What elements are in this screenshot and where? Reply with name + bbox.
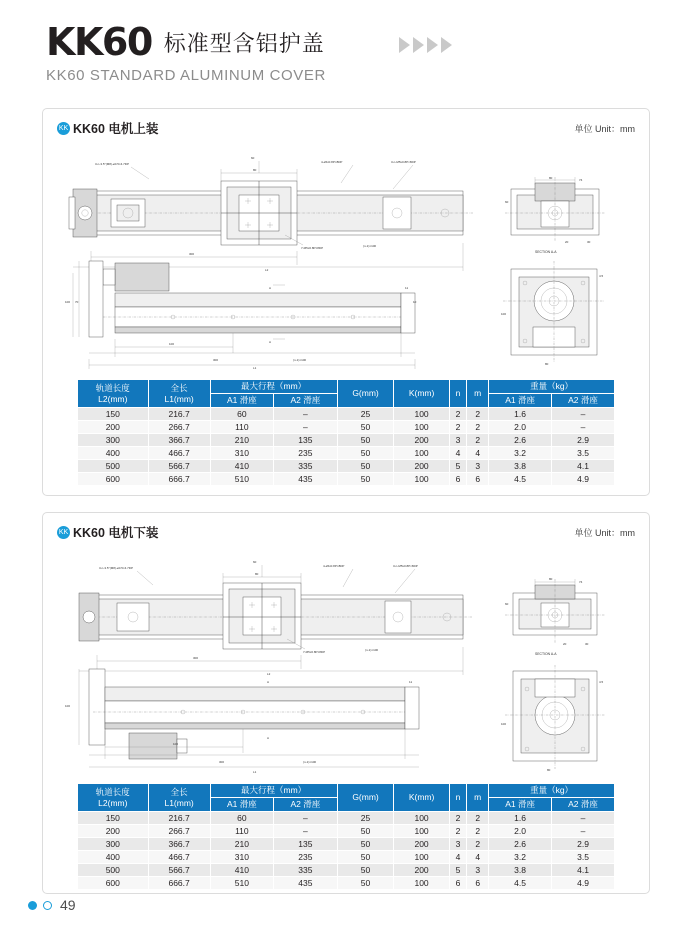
note-top-mid: 4-ø5x0.8P×8DP [321, 160, 343, 164]
cell-g: 50 [337, 877, 394, 890]
cell-l1: 566.7 [148, 460, 210, 473]
cell-k: 100 [394, 473, 449, 486]
svg-text:20: 20 [565, 240, 569, 244]
cell-l1: 366.7 [148, 434, 210, 447]
cell-m: 2 [467, 838, 489, 851]
svg-text:(n-1)×100: (n-1)×100 [303, 760, 317, 764]
unit-label: 单位 Unit：mm [574, 123, 635, 134]
svg-text:L2: L2 [267, 672, 271, 676]
cell-n: 6 [449, 473, 467, 486]
th-stroke-group: 最大行程（mm） [210, 784, 337, 798]
cell-sa2: – [274, 421, 338, 434]
cell-sa2: 135 [274, 838, 338, 851]
cell-k: 100 [394, 825, 449, 838]
cell-l2: 150 [78, 408, 149, 421]
dot-hollow-icon [43, 901, 52, 910]
svg-text:74: 74 [579, 178, 583, 182]
th-rail-length-l1: 轨道长度 [95, 382, 130, 393]
th-k: K(mm) [394, 380, 449, 408]
cell-n: 3 [449, 434, 467, 447]
svg-text:(n-1)×100: (n-1)×100 [365, 648, 379, 652]
svg-text:74: 74 [579, 580, 583, 584]
triangle-right-icon [399, 37, 410, 53]
cell-n: 5 [449, 460, 467, 473]
table-row [78, 421, 615, 434]
svg-text:100: 100 [501, 312, 507, 316]
cell-sa1: 110 [210, 825, 273, 838]
cell-l1: 466.7 [148, 851, 210, 864]
cell-sa2: 235 [274, 851, 338, 864]
svg-text:80: 80 [253, 168, 257, 172]
svg-text:SECTION A-A: SECTION A-A [535, 652, 557, 656]
cell-k: 100 [394, 408, 449, 421]
page-number: 49 [60, 897, 76, 913]
cell-g: 50 [337, 825, 394, 838]
th-g: G(mm) [337, 380, 394, 408]
svg-text:L2: L2 [265, 268, 269, 272]
table-row [78, 473, 615, 486]
arrow-group [399, 37, 452, 60]
english-title: KK60 STANDARD ALUMINUM COVER [46, 67, 326, 85]
th-total-length-l2: L1(mm) [164, 393, 194, 404]
svg-text:3-n-3.5°(M8)-ø0.5×4.7DP: 3-n-3.5°(M8)-ø0.5×4.7DP [99, 566, 133, 570]
svg-text:(n-1)×100: (n-1)×100 [293, 358, 307, 362]
th-rail-length [78, 784, 149, 812]
th-m: m [467, 380, 489, 408]
cell-sa1: 510 [210, 473, 273, 486]
cell-wa1: 3.2 [489, 851, 552, 864]
svg-text:300: 300 [193, 656, 199, 660]
cell-wa2: 4.9 [552, 473, 615, 486]
cell-wa2: 3.5 [552, 447, 615, 460]
cell-n: 5 [449, 864, 467, 877]
cell-g: 50 [337, 864, 394, 877]
svg-text:4-ø5x0.8P×8DP: 4-ø5x0.8P×8DP [323, 564, 345, 568]
cell-sa1: 510 [210, 877, 273, 890]
cell-m: 6 [467, 877, 489, 890]
cell-wa1: 1.6 [489, 812, 552, 825]
cell-m: 2 [467, 812, 489, 825]
svg-text:300: 300 [189, 252, 195, 256]
th-n: n [449, 380, 467, 408]
cell-n: 6 [449, 877, 467, 890]
cell-sa1: 410 [210, 460, 273, 473]
svg-text:SECTION A-A: SECTION A-A [535, 250, 557, 254]
th-g: G(mm) [337, 784, 394, 812]
cell-m: 3 [467, 864, 489, 877]
panel-motor-top-mount [42, 108, 650, 496]
th-weight-a2: A2 滑座 [552, 394, 615, 408]
svg-text:100: 100 [65, 300, 71, 304]
cell-sa2: 335 [274, 460, 338, 473]
triangle-right-icon [427, 37, 438, 53]
cell-m: 2 [467, 434, 489, 447]
th-total-length [148, 380, 210, 408]
th-stroke-group: 最大行程（mm） [210, 380, 337, 394]
table-row [78, 825, 615, 838]
triangle-right-icon [413, 37, 424, 53]
cell-wa1: 3.2 [489, 447, 552, 460]
svg-text:100: 100 [65, 704, 71, 708]
cell-l1: 216.7 [148, 408, 210, 421]
svg-text:80: 80 [255, 572, 259, 576]
cell-sa1: 60 [210, 408, 273, 421]
svg-text:70: 70 [75, 300, 79, 304]
page-header [0, 0, 692, 84]
cell-l1: 666.7 [148, 877, 210, 890]
kk-badge-icon: KK [57, 526, 70, 539]
cell-sa2: 435 [274, 473, 338, 486]
cell-g: 50 [337, 473, 394, 486]
cell-sa1: 310 [210, 447, 273, 460]
cell-sa2: – [274, 825, 338, 838]
cell-wa1: 3.8 [489, 460, 552, 473]
th-total-length-l1: 全长 [170, 786, 188, 797]
svg-text:60: 60 [251, 156, 255, 160]
cell-g: 25 [337, 408, 394, 421]
svg-text:11: 11 [409, 680, 413, 684]
table-row [78, 838, 615, 851]
triangle-right-icon [441, 37, 452, 53]
cell-l2: 600 [78, 473, 149, 486]
table-row [78, 460, 615, 473]
cell-l1: 566.7 [148, 864, 210, 877]
cell-sa1: 310 [210, 851, 273, 864]
cell-l2: 400 [78, 447, 149, 460]
svg-text:4.5: 4.5 [599, 274, 604, 278]
svg-text:L1: L1 [253, 366, 257, 370]
th-stroke-a1: A1 滑座 [210, 394, 273, 408]
svg-text:10: 10 [413, 300, 417, 304]
svg-text:A: A [267, 680, 270, 684]
cell-l1: 216.7 [148, 812, 210, 825]
cell-l1: 366.7 [148, 838, 210, 851]
cell-l2: 500 [78, 864, 149, 877]
cell-wa1: 1.6 [489, 408, 552, 421]
svg-text:20: 20 [563, 642, 567, 646]
cell-l2: 200 [78, 421, 149, 434]
svg-text:300: 300 [213, 358, 219, 362]
cell-wa2: – [552, 812, 615, 825]
cell-wa1: 2.6 [489, 434, 552, 447]
th-stroke-a2: A2 滑座 [274, 394, 338, 408]
svg-text:60: 60 [505, 602, 509, 606]
note-top-right: 3-n-M5x0.8P×8DP [391, 160, 416, 164]
svg-text:80: 80 [549, 577, 553, 581]
technical-drawing-top-mount [53, 143, 639, 375]
svg-text:3-n-M5x0.8P×8DP: 3-n-M5x0.8P×8DP [393, 564, 418, 568]
cell-m: 2 [467, 408, 489, 421]
table-row [78, 447, 615, 460]
cell-g: 50 [337, 851, 394, 864]
cell-l2: 500 [78, 460, 149, 473]
cell-n: 2 [449, 408, 467, 421]
cell-l2: 300 [78, 838, 149, 851]
th-weight-a1: A1 滑座 [489, 394, 552, 408]
svg-text:80: 80 [549, 176, 553, 180]
cell-sa1: 210 [210, 838, 273, 851]
cell-m: 3 [467, 460, 489, 473]
cell-l1: 466.7 [148, 447, 210, 460]
table-row [78, 864, 615, 877]
kk-badge-icon: KK [57, 122, 70, 135]
th-weight-group: 重量（kg） [489, 380, 615, 394]
table-row [78, 434, 615, 447]
cell-g: 50 [337, 447, 394, 460]
cell-g: 25 [337, 812, 394, 825]
cell-sa2: – [274, 812, 338, 825]
cell-k: 100 [394, 421, 449, 434]
cell-wa2: 2.9 [552, 838, 615, 851]
th-rail-length-l2: L2(mm) [98, 393, 128, 404]
cell-wa2: 4.9 [552, 877, 615, 890]
spec-table-bottom-mount [77, 783, 615, 890]
cell-sa1: 410 [210, 864, 273, 877]
svg-text:80: 80 [547, 768, 551, 772]
panel-header [43, 513, 649, 545]
th-n: n [449, 784, 467, 812]
svg-text:11: 11 [405, 286, 409, 290]
th-m: m [467, 784, 489, 812]
note-bottom: 7-M5x0.8P×8DP [301, 246, 324, 250]
svg-text:100: 100 [173, 742, 179, 746]
cell-k: 200 [394, 864, 449, 877]
cell-k: 100 [394, 851, 449, 864]
svg-text:60: 60 [505, 200, 509, 204]
spec-table-body [78, 408, 615, 486]
svg-text:4.5: 4.5 [599, 680, 604, 684]
svg-text:100: 100 [501, 722, 507, 726]
th-rail-length [78, 380, 149, 408]
cell-n: 4 [449, 851, 467, 864]
cell-n: 2 [449, 812, 467, 825]
table-row [78, 877, 615, 890]
cell-sa1: 110 [210, 421, 273, 434]
cell-k: 100 [394, 877, 449, 890]
cell-sa2: 135 [274, 434, 338, 447]
svg-text:(n-1)×100: (n-1)×100 [363, 244, 377, 248]
th-stroke-a1: A1 滑座 [210, 798, 273, 812]
th-k: K(mm) [394, 784, 449, 812]
cell-sa2: 435 [274, 877, 338, 890]
cell-k: 200 [394, 838, 449, 851]
cell-g: 50 [337, 838, 394, 851]
technical-drawing-bottom-mount [53, 547, 639, 779]
dot-filled-icon [28, 901, 37, 910]
svg-text:30: 30 [587, 240, 591, 244]
cell-g: 50 [337, 460, 394, 473]
cell-wa1: 2.0 [489, 825, 552, 838]
cell-wa2: – [552, 825, 615, 838]
th-total-length-l2: L1(mm) [164, 797, 194, 808]
cell-n: 4 [449, 447, 467, 460]
svg-text:100: 100 [169, 342, 175, 346]
table-row [78, 812, 615, 825]
th-total-length [148, 784, 210, 812]
cell-sa2: 335 [274, 864, 338, 877]
cell-k: 100 [394, 447, 449, 460]
page-footer [28, 897, 76, 913]
cell-sa1: 60 [210, 812, 273, 825]
panel-motor-bottom-mount [42, 512, 650, 894]
cell-m: 6 [467, 473, 489, 486]
cell-wa2: 2.9 [552, 434, 615, 447]
cell-n: 2 [449, 421, 467, 434]
cell-sa2: 235 [274, 447, 338, 460]
svg-text:300: 300 [219, 760, 225, 764]
cell-k: 100 [394, 812, 449, 825]
table-row [78, 408, 615, 421]
chinese-title: 标准型含铝护盖 [163, 31, 325, 57]
cell-l2: 400 [78, 851, 149, 864]
cell-wa2: 4.1 [552, 864, 615, 877]
cell-l1: 266.7 [148, 825, 210, 838]
svg-text:7-M5x0.8P×8DP: 7-M5x0.8P×8DP [303, 650, 326, 654]
cell-k: 200 [394, 434, 449, 447]
note-top-left: 3-n-3.5°(M8)-ø0.5×4.7DP [95, 162, 129, 166]
th-weight-a1: A1 滑座 [489, 798, 552, 812]
spec-table-top-mount [77, 379, 615, 486]
cell-n: 3 [449, 838, 467, 851]
cell-l1: 666.7 [148, 473, 210, 486]
panel-title: KK60 电机下装 [73, 526, 159, 540]
cell-wa1: 2.0 [489, 421, 552, 434]
cell-m: 2 [467, 825, 489, 838]
svg-text:A: A [267, 736, 270, 740]
cell-l1: 266.7 [148, 421, 210, 434]
th-weight-a2: A2 滑座 [552, 798, 615, 812]
cell-m: 4 [467, 851, 489, 864]
cell-g: 50 [337, 434, 394, 447]
panel-title: KK60 电机上装 [73, 122, 159, 136]
cell-wa2: – [552, 408, 615, 421]
model-title: KK60 [46, 20, 152, 64]
cell-wa2: 3.5 [552, 851, 615, 864]
cell-l2: 150 [78, 812, 149, 825]
cell-wa1: 3.8 [489, 864, 552, 877]
cell-m: 4 [467, 447, 489, 460]
cell-wa1: 4.5 [489, 473, 552, 486]
svg-text:A: A [269, 286, 272, 290]
cell-n: 2 [449, 825, 467, 838]
svg-text:L1: L1 [253, 770, 257, 774]
cell-l2: 200 [78, 825, 149, 838]
svg-text:30: 30 [585, 642, 589, 646]
cell-k: 200 [394, 460, 449, 473]
cell-l2: 300 [78, 434, 149, 447]
title-row [46, 20, 692, 64]
cell-wa2: – [552, 421, 615, 434]
cell-m: 2 [467, 421, 489, 434]
th-weight-group: 重量（kg） [489, 784, 615, 798]
cell-wa1: 4.5 [489, 877, 552, 890]
cell-g: 50 [337, 421, 394, 434]
cell-wa1: 2.6 [489, 838, 552, 851]
svg-text:A: A [269, 340, 272, 344]
cell-sa2: – [274, 408, 338, 421]
unit-label: 单位 Unit：mm [574, 527, 635, 538]
th-stroke-a2: A2 滑座 [274, 798, 338, 812]
cell-l2: 600 [78, 877, 149, 890]
table-row [78, 851, 615, 864]
cell-wa2: 4.1 [552, 460, 615, 473]
panel-header [43, 109, 649, 141]
svg-text:80: 80 [545, 362, 549, 366]
th-rail-length-l1: 轨道长度 [95, 786, 130, 797]
spec-table-body [78, 812, 615, 890]
th-total-length-l1: 全长 [170, 382, 188, 393]
svg-text:60: 60 [253, 560, 257, 564]
th-rail-length-l2: L2(mm) [98, 797, 128, 808]
cell-sa1: 210 [210, 434, 273, 447]
